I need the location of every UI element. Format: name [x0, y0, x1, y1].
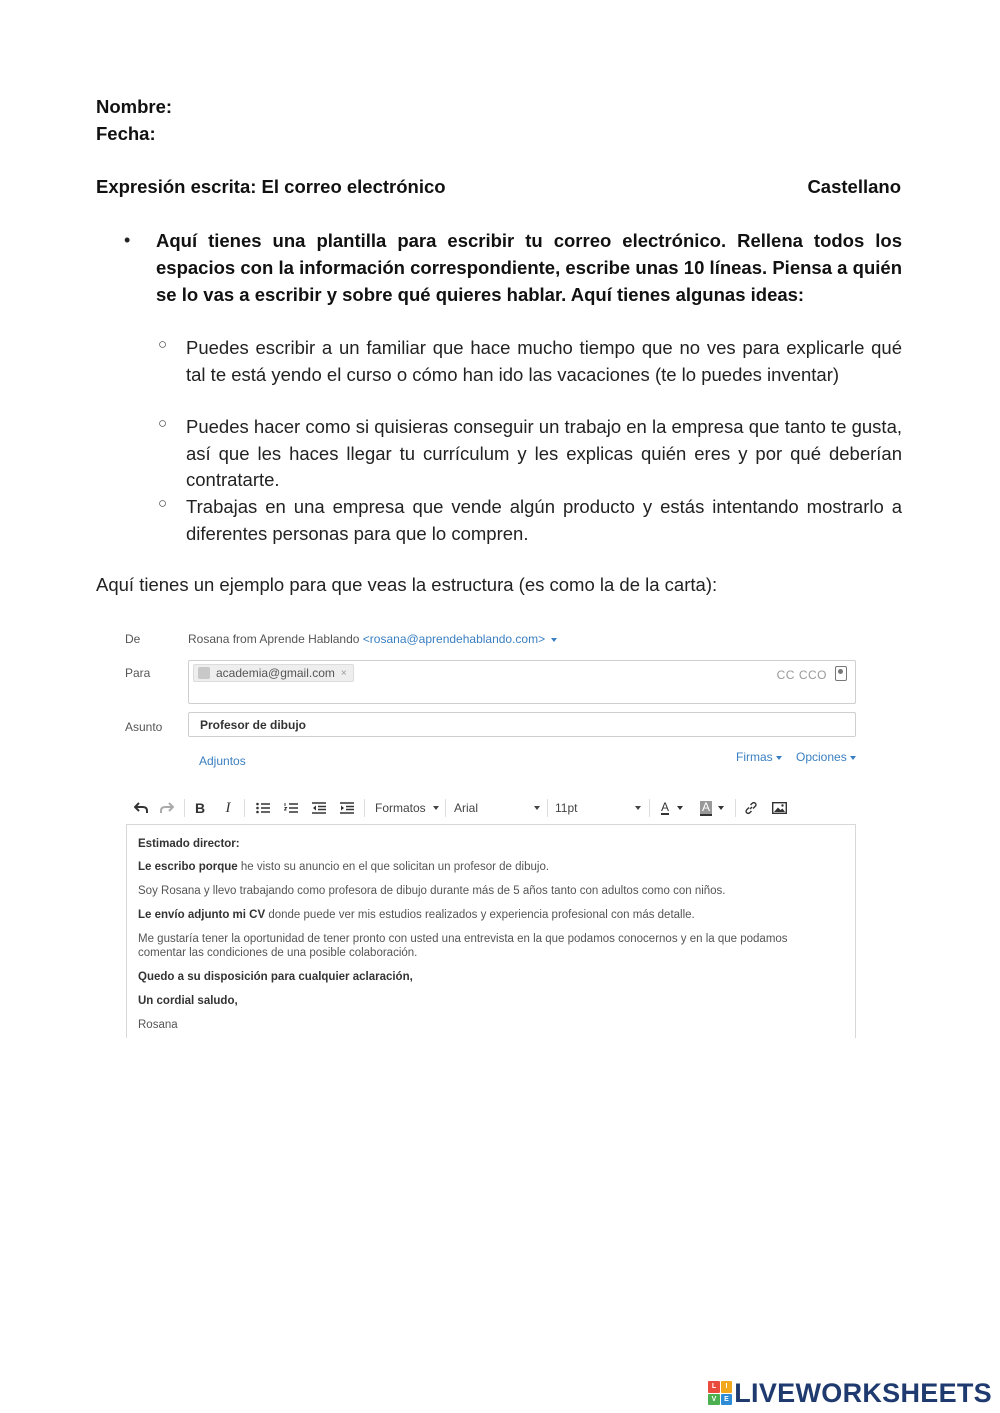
toolbar-separator: [445, 799, 446, 817]
background-color-button[interactable]: [696, 798, 728, 818]
options-label: Opciones: [796, 750, 847, 764]
logo-letter: L: [708, 1381, 720, 1393]
email-body[interactable]: [126, 824, 856, 1038]
sub-bullet-marker: ○: [158, 495, 168, 512]
body-signature: Rosana: [138, 1019, 178, 1031]
chevron-down-icon: [534, 806, 540, 810]
liveworksheets-logo-icon: [708, 1381, 732, 1405]
sub-bullet-marker: ○: [158, 336, 168, 353]
chevron-down-icon: [850, 756, 856, 760]
bullet-list-icon[interactable]: [254, 798, 272, 818]
font-family-dropdown[interactable]: [454, 799, 540, 817]
to-field[interactable]: [188, 660, 856, 704]
remove-recipient-icon[interactable]: ×: [340, 667, 347, 679]
bold-text: Le envío adjunto mi CV: [138, 909, 266, 921]
user-icon: [198, 667, 210, 679]
body-text: donde puede ver mis estudios realizados y experiencia profesional con más detalle.: [265, 909, 695, 921]
recipient-chip[interactable]: [193, 664, 354, 682]
undo-icon[interactable]: [132, 798, 150, 818]
liveworksheets-watermark: [708, 1378, 992, 1408]
idea-item: Trabajas en una empresa que vende algún producto y estás intentando mostrarlo a diferentes personas para que lo compren.: [186, 496, 902, 544]
bold-button[interactable]: B: [194, 800, 206, 816]
body-line: Soy Rosana y llevo trabajando como profesora de dibujo durante más de 5 años tanto con adultos como con niños.: [138, 885, 726, 897]
text-color-icon: A: [660, 800, 669, 814]
body-greeting: [138, 837, 828, 851]
toolbar-separator: [735, 799, 736, 817]
cco-link[interactable]: CCO: [798, 668, 827, 682]
example-intro: Aquí tienes un ejemplo para que veas la estructura (es como la de la carta):: [96, 574, 718, 595]
font-family-value: Arial: [454, 801, 479, 815]
cc-cco-links: [777, 668, 827, 682]
body-closing: [138, 970, 828, 984]
toolbar-separator: [649, 799, 650, 817]
signatures-label: Firmas: [736, 750, 773, 764]
editor-toolbar: [126, 795, 856, 821]
link-icon[interactable]: [742, 798, 760, 818]
instructions-text: Aquí tienes una plantilla para escribir tu correo electrónico. Rellena todos los espacios con la información correspondiente, escribe unas 10 líneas. Piensa a quién se lo vas a escribir y sobre qué quieres hablar. Aquí tienes algunas ideas:: [156, 230, 902, 305]
toolbar-separator: [364, 799, 365, 817]
bold-text: Le escribo porque: [138, 861, 238, 873]
sub-bullet-marker: ○: [158, 415, 168, 432]
indent-icon[interactable]: [338, 798, 356, 818]
greeting-text: Estimado director:: [138, 838, 240, 850]
body-farewell: [138, 994, 828, 1008]
recipient-email: academia@gmail.com: [216, 666, 335, 680]
logo-letter: I: [721, 1381, 733, 1393]
chevron-down-icon: [635, 806, 641, 810]
attachments-link[interactable]: Adjuntos: [199, 754, 246, 768]
subject-label: Asunto: [125, 720, 163, 734]
fecha-label: Fecha:: [96, 123, 156, 144]
logo-letter: V: [708, 1394, 720, 1406]
body-line: Me gustaría tener la oportunidad de tener pronto con usted una entrevista en la que podamos conocernos y en la que podamos: [138, 933, 788, 945]
outdent-icon[interactable]: [310, 798, 328, 818]
toolbar-separator: [244, 799, 245, 817]
to-label: Para: [125, 666, 151, 680]
from-field[interactable]: [188, 632, 557, 646]
italic-button[interactable]: I: [225, 799, 231, 816]
numbered-list-icon[interactable]: [282, 798, 300, 818]
bg-color-icon: A: [701, 799, 710, 814]
farewell-text: Un cordial saludo,: [138, 995, 238, 1007]
idea-item: Puedes hacer como si quisieras conseguir un trabajo en la empresa que tanto te gusta, así que les haces llegar tu currículum y les explicas quién eres y por qué deberían contratarte.: [186, 416, 902, 491]
worksheet-topic: Expresión escrita: El correo electrónico: [96, 176, 446, 197]
cc-link[interactable]: CC: [776, 668, 795, 682]
contacts-icon[interactable]: [835, 666, 847, 681]
bullet-marker: •: [124, 230, 131, 250]
body-line: comentar las condiciones de una posible colaboración.: [138, 947, 418, 959]
text-color-button[interactable]: [658, 798, 686, 818]
logo-letter: E: [721, 1394, 733, 1406]
from-name: Rosana from Aprende Hablando: [188, 632, 360, 646]
watermark-text: LIVEWORKSHEETS: [734, 1377, 992, 1408]
chevron-down-icon: [776, 756, 782, 760]
body-line: [138, 860, 828, 874]
email-example: [120, 622, 865, 1038]
chevron-down-icon: [677, 806, 683, 810]
redo-icon[interactable]: [158, 798, 176, 818]
subject-input[interactable]: Profesor de dibujo: [188, 712, 856, 737]
closing-text: Quedo a su disposición para cualquier aclaración,: [138, 971, 413, 983]
worksheet-subject: Castellano: [807, 176, 901, 197]
body-text: he visto su anuncio en el que solicitan un profesor de dibujo.: [237, 861, 550, 873]
formats-label: Formatos: [375, 801, 426, 815]
from-address: <rosana@aprendehablando.com>: [362, 632, 546, 646]
chevron-down-icon: [718, 806, 724, 810]
toolbar-separator: [547, 799, 548, 817]
signatures-menu[interactable]: [736, 750, 782, 764]
nombre-label: Nombre:: [96, 96, 173, 117]
image-icon[interactable]: [770, 798, 788, 818]
font-size-value: 11pt: [555, 801, 578, 815]
formats-dropdown[interactable]: [375, 799, 439, 817]
chevron-down-icon: [433, 806, 439, 810]
body-line: [138, 908, 828, 922]
from-label: De: [125, 632, 141, 646]
options-menu[interactable]: [796, 750, 856, 764]
font-size-dropdown[interactable]: [555, 799, 641, 817]
toolbar-separator: [184, 799, 185, 817]
chevron-down-icon[interactable]: [551, 638, 557, 642]
idea-item: Puedes escribir a un familiar que hace mucho tiempo que no ves para explicarle qué tal te está yendo el curso o cómo han ido las vacaciones (te lo puedes inventar): [186, 337, 902, 385]
